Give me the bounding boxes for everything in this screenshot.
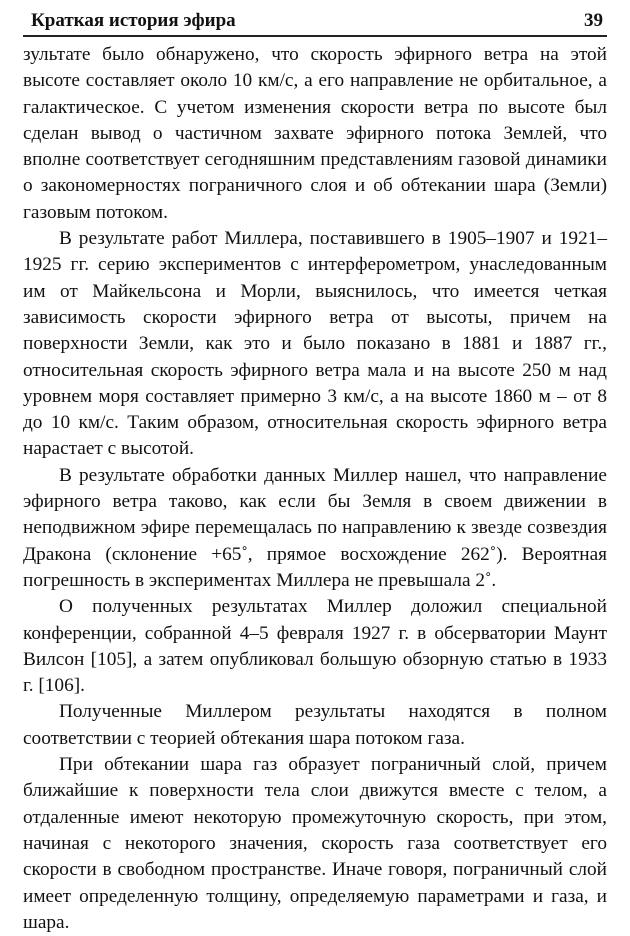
paragraph: Полученные Миллером результаты находятся в полном соответствии с теорией обтекания шара потоком газа. xyxy=(23,701,607,749)
paragraph-continuation: зультате было обнаружено, что скорость эфирного ветра на этой высоте составляет около 10 км/с, а его направление не орбитальное, а галактическое. С учетом изменения скорости ветра по высоте был сделан вывод о частичном захвате эфирного потока Землей, что вполне соответствует сегодняшним представлениям газовой динамики о закономерностях пограничного слоя и об обтекании шара (Земли) газовым потоком. xyxy=(23,44,607,223)
paragraph: В результате работ Миллера, поставившего в 1905–1907 и 1921–1925 гг. серию экспериментов с интерферометром, унаследованным им от Майкельсона и Морли, выяснилось, что имеется четкая зависимость скорости эфирного ветра от высоты, причем на поверхности Земли, как это и было показано в 1881 и 1887 гг., относительная скорость эфирного ветра мала и на высоте 250 м над уровнем моря составляет примерно 3 км/с, а на высоте 1860 м – от 8 до 10 км/с. Таким образом, относительная скорость эфирного ветра нарастает с высотой. xyxy=(23,228,607,460)
paragraph: При обтекании шара газ образует пограничный слой, причем ближайшие к поверхности тела слои движутся вместе с телом, а отдаленные имеют некоторую промежуточную скорость, при этом, начиная с некоторого значения, скорость газа соответствует его скорости в свободном пространстве. Иначе говоря, пограничный слой имеет определенную толщину, определяемую параметрами и газа, и шара. xyxy=(23,754,607,933)
paragraph: В результате обработки данных Миллер нашел, что направление эфирного ветра таково, как если бы Земля в своем движении в неподвижном эфире перемещалась по направлению к звезде созвездия Дракона (склонение +65˚, прямое восхождение 262˚). Вероятная погрешность в экспериментах Миллера не превышала 2˚. xyxy=(23,464,607,591)
page-number: 39 xyxy=(584,10,603,31)
running-title: Краткая история эфира xyxy=(31,10,236,31)
body-text xyxy=(23,42,607,936)
running-header xyxy=(23,10,607,37)
paragraph: О полученных результатах Миллер доложил специальной конференции, собранной 4–5 февраля 1927 г. в обсерватории Маунт Вилсон [105], а затем опубликовал большую обзорную статью в 1933 г. [106]. xyxy=(23,596,607,697)
